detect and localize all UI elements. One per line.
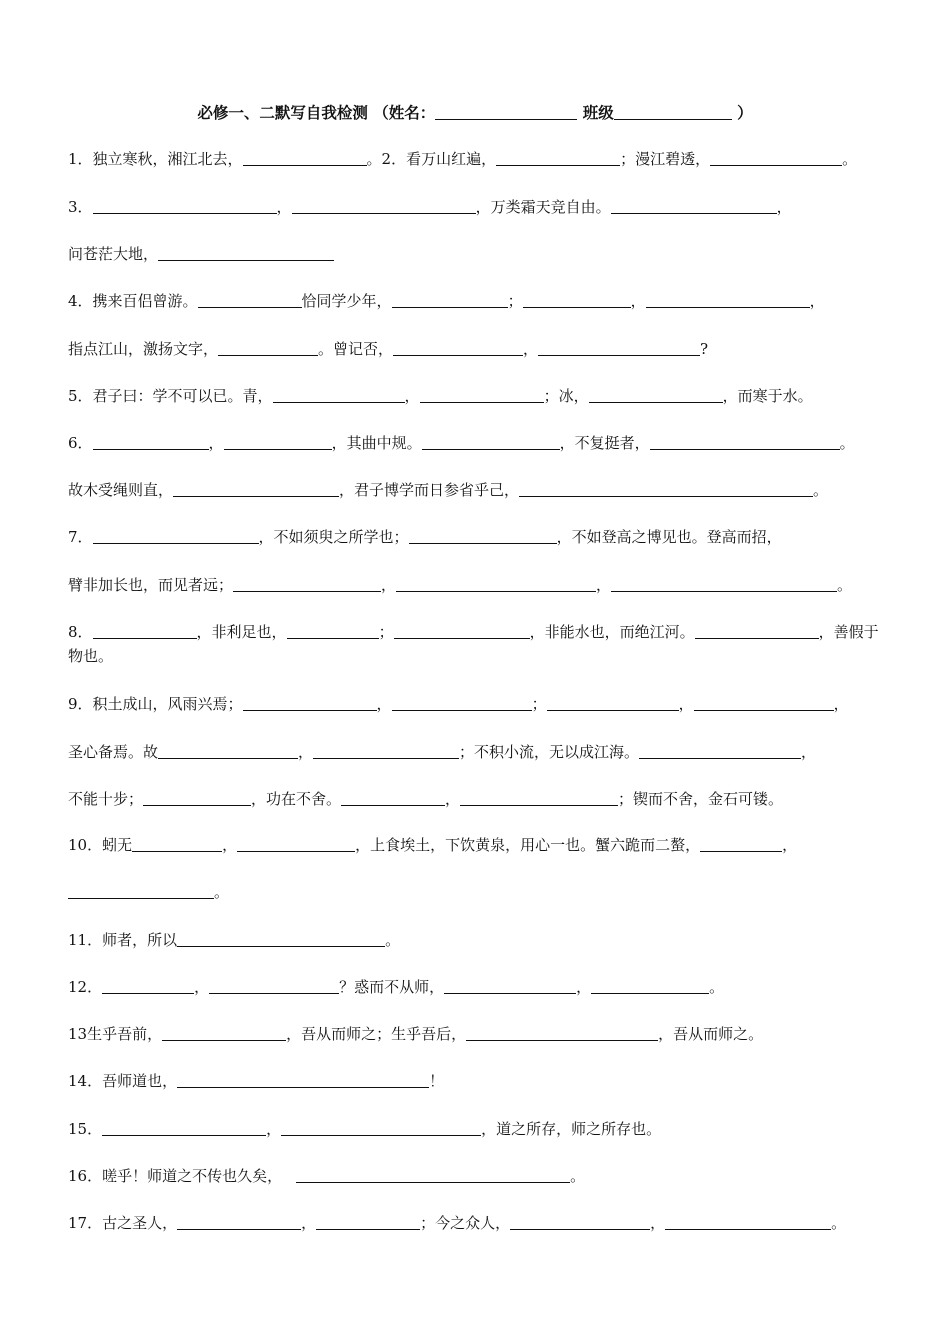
question-line — [68, 1165, 585, 1187]
line-text: ， — [381, 576, 397, 594]
line-text: ， — [678, 695, 694, 713]
answer-blank[interactable] — [316, 1215, 420, 1230]
line-text: ，非利足也， — [196, 623, 287, 641]
line-text: ，君子博学而日参省乎己， — [339, 481, 520, 499]
line-text: 臂非加长也，而见者远； — [68, 576, 234, 594]
question-line — [68, 693, 849, 715]
question-line — [68, 148, 857, 170]
line-text: ，不如须臾之所学也； — [258, 528, 409, 546]
answer-blank[interactable] — [218, 341, 318, 356]
line-text: ； — [378, 623, 394, 641]
line-text: ? — [700, 340, 709, 358]
line-text: ， — [523, 340, 539, 358]
question-line — [68, 881, 229, 903]
line-text: 6． — [68, 434, 93, 452]
line-text: ， — [776, 198, 792, 216]
line-text: 。 — [842, 150, 858, 168]
answer-blank[interactable] — [177, 1073, 429, 1088]
answer-blank[interactable] — [93, 199, 277, 214]
line-text: ， — [222, 836, 238, 854]
line-text: ， — [276, 198, 292, 216]
answer-blank[interactable] — [639, 744, 801, 759]
answer-blank[interactable] — [93, 624, 197, 639]
line-text: ，善假于物也。 — [68, 623, 879, 665]
line-text: ， — [208, 434, 224, 452]
answer-blank[interactable] — [665, 1215, 831, 1230]
line-text: ， — [809, 292, 825, 310]
line-text: ，上食埃土，下饮黄泉，用心一也。蟹六跪而二螯， — [355, 836, 701, 854]
line-text: 。 — [214, 883, 230, 901]
answer-blank[interactable] — [409, 529, 557, 544]
answer-blank[interactable] — [611, 577, 837, 592]
line-text: 17．古之圣人， — [68, 1214, 178, 1232]
answer-blank[interactable] — [173, 482, 339, 497]
question-line — [68, 788, 783, 810]
line-text: 14．吾师道也， — [68, 1072, 178, 1090]
line-text: 。 — [839, 434, 855, 452]
line-text: ， — [194, 978, 210, 996]
line-text: ， — [376, 695, 392, 713]
answer-blank[interactable] — [224, 435, 332, 450]
question-line — [68, 1212, 846, 1234]
answer-blank[interactable] — [93, 529, 259, 544]
question-line — [68, 338, 708, 360]
answer-blank[interactable] — [547, 696, 679, 711]
line-text: ， — [596, 576, 612, 594]
question-line — [68, 243, 334, 265]
line-text: 圣心备焉。故 — [68, 743, 159, 761]
line-text: ；今之众人， — [420, 1214, 511, 1232]
line-text: ， — [266, 1120, 282, 1138]
answer-blank[interactable] — [591, 979, 709, 994]
question-line — [68, 432, 855, 454]
question-line — [68, 976, 724, 998]
answer-blank[interactable] — [611, 199, 777, 214]
question-line — [68, 574, 852, 596]
answer-blank[interactable] — [589, 388, 723, 403]
line-text: ，功在不舍。 — [251, 790, 342, 808]
line-text: ，不如登高之博见也。登高而招， — [556, 528, 782, 546]
answer-blank[interactable] — [393, 341, 523, 356]
question-line — [68, 1023, 763, 1045]
question-line — [68, 1070, 444, 1092]
line-text: ， — [650, 1214, 666, 1232]
line-text: 。 — [570, 1167, 586, 1185]
line-text: 1．独立寒秋，湘江北去， — [68, 150, 243, 168]
line-text: 问苍茫大地， — [68, 245, 159, 263]
answer-blank[interactable] — [273, 388, 405, 403]
answer-blank[interactable] — [396, 577, 596, 592]
line-text: 12． — [68, 978, 103, 996]
answer-blank[interactable] — [510, 1215, 650, 1230]
answer-blank[interactable] — [243, 151, 367, 166]
line-text: ， — [298, 743, 314, 761]
answer-blank[interactable] — [102, 1121, 266, 1136]
question-line — [68, 741, 816, 763]
line-text: ，而寒于水。 — [722, 387, 813, 405]
answer-blank[interactable] — [700, 837, 782, 852]
answer-blank[interactable] — [209, 979, 339, 994]
question-line — [68, 834, 797, 856]
line-text: ， — [801, 743, 817, 761]
line-text: 恰同学少年， — [301, 292, 392, 310]
line-text: 11．师者，所以 — [68, 931, 178, 949]
line-text: 。 — [709, 978, 725, 996]
question-line — [68, 620, 886, 668]
line-text: ；锲而不舍，金石可镂。 — [618, 790, 784, 808]
class-label: 班级 — [577, 103, 614, 122]
answer-blank[interactable] — [313, 744, 459, 759]
line-text: 13生乎吾前， — [68, 1025, 163, 1043]
line-text: ， — [630, 292, 646, 310]
answer-blank[interactable] — [646, 293, 810, 308]
answer-blank[interactable] — [460, 791, 618, 806]
answer-blank[interactable] — [394, 624, 530, 639]
answer-blank[interactable] — [243, 696, 377, 711]
line-text: ， — [445, 790, 461, 808]
answer-blank[interactable] — [177, 932, 385, 947]
answer-blank[interactable] — [162, 1026, 286, 1041]
answer-blank[interactable] — [158, 246, 334, 261]
line-text: ； — [507, 292, 523, 310]
title-close: ） — [731, 103, 753, 122]
line-text: ， — [833, 695, 849, 713]
answer-blank[interactable] — [694, 696, 834, 711]
answer-blank[interactable] — [158, 744, 298, 759]
question-line — [68, 526, 782, 548]
line-text: ，吾从而师之。 — [658, 1025, 764, 1043]
line-text: ，其曲中规。 — [331, 434, 422, 452]
line-text: ，不复挺者， — [559, 434, 650, 452]
answer-blank[interactable] — [341, 791, 445, 806]
line-text: 。曾记否， — [318, 340, 394, 358]
answer-blank[interactable] — [496, 151, 620, 166]
answer-blank[interactable] — [177, 1215, 301, 1230]
answer-blank[interactable] — [287, 624, 379, 639]
answer-blank[interactable] — [519, 482, 813, 497]
line-text: 15． — [68, 1120, 103, 1138]
line-text: 。 — [831, 1214, 847, 1232]
answer-blank[interactable] — [444, 979, 576, 994]
answer-blank[interactable] — [538, 341, 700, 356]
answer-blank[interactable] — [102, 979, 194, 994]
line-text: ， — [404, 387, 420, 405]
line-text: ； — [531, 695, 547, 713]
line-text: ， — [301, 1214, 317, 1232]
line-text: ？惑而不从师， — [339, 978, 445, 996]
question-line — [68, 290, 825, 312]
question-line — [68, 1118, 661, 1140]
answer-blank[interactable] — [132, 837, 222, 852]
answer-blank[interactable] — [281, 1121, 481, 1136]
line-text: 故木受绳则直， — [68, 481, 174, 499]
line-text: ，非能水也，而绝江河。 — [529, 623, 695, 641]
question-line — [68, 929, 400, 951]
line-text: ，吾从而师之；生乎吾后， — [286, 1025, 467, 1043]
line-text: 9．积土成山，风雨兴焉； — [68, 695, 243, 713]
line-text: ， — [782, 836, 798, 854]
line-text: 16．嗟乎！师道之不传也久矣， — [68, 1167, 283, 1185]
line-text: 5．君子曰：学不可以已。青， — [68, 387, 273, 405]
answer-blank[interactable] — [143, 791, 251, 806]
answer-blank[interactable] — [296, 1168, 570, 1183]
line-text: 。2．看万山红遍， — [366, 150, 497, 168]
line-text: 7． — [68, 528, 93, 546]
line-text: 3． — [68, 198, 93, 216]
line-text: 。 — [385, 931, 401, 949]
line-text: 指点江山，激扬文字， — [68, 340, 219, 358]
answer-blank[interactable] — [237, 837, 355, 852]
line-text: ；冰， — [543, 387, 589, 405]
line-text: 4．携来百侣曾游。 — [68, 292, 198, 310]
answer-blank[interactable] — [523, 293, 631, 308]
line-text: 。 — [813, 481, 829, 499]
title-text: 必修一、二默写自我检测 （姓名： — [197, 103, 436, 122]
name-blank[interactable] — [435, 105, 577, 120]
line-text: ，道之所存，师之所存也。 — [481, 1120, 662, 1138]
answer-blank[interactable] — [392, 696, 532, 711]
line-text: ；不积小流，无以成江海。 — [459, 743, 640, 761]
line-text: 不能十步； — [68, 790, 144, 808]
line-text: 10．蚓无 — [68, 836, 133, 854]
answer-blank[interactable] — [422, 435, 560, 450]
line-text: ！ — [429, 1072, 445, 1090]
question-line — [68, 479, 828, 501]
answer-blank[interactable] — [392, 293, 508, 308]
line-text: ，万类霜天竞自由。 — [475, 198, 611, 216]
line-text: ；漫江碧透， — [620, 150, 711, 168]
answer-blank[interactable] — [420, 388, 544, 403]
answer-blank[interactable] — [292, 199, 476, 214]
class-blank[interactable] — [614, 105, 732, 120]
line-text: 8． — [68, 623, 93, 641]
answer-blank[interactable] — [198, 293, 302, 308]
answer-blank[interactable] — [68, 884, 214, 899]
line-text: ， — [576, 978, 592, 996]
answer-blank[interactable] — [93, 435, 209, 450]
page-title — [0, 101, 950, 123]
line-text: 。 — [837, 576, 853, 594]
answer-blank[interactable] — [710, 151, 842, 166]
question-line — [68, 196, 792, 218]
question-line — [68, 385, 813, 407]
answer-blank[interactable] — [650, 435, 840, 450]
answer-blank[interactable] — [466, 1026, 658, 1041]
answer-blank[interactable] — [233, 577, 381, 592]
answer-blank[interactable] — [695, 624, 819, 639]
